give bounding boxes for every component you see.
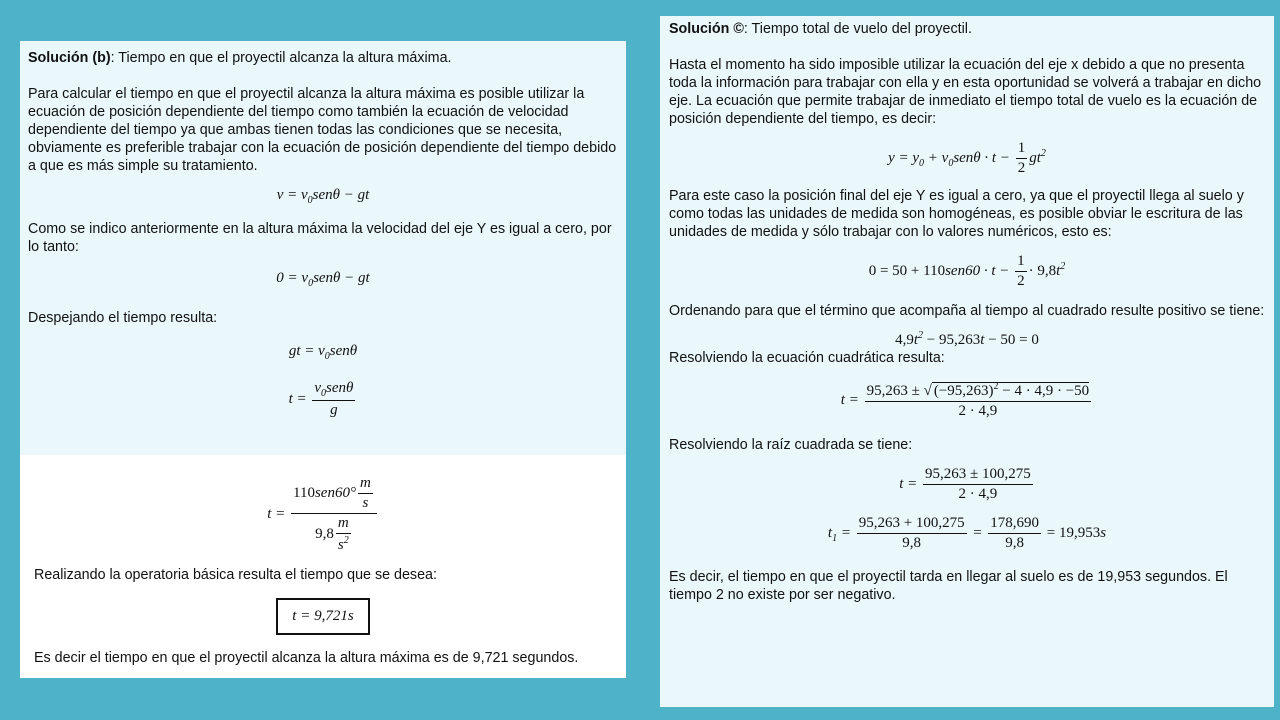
paragraph: Como se indico anteriormente en la altura máxima la velocidad del eje Y es igual a cero, por lo tanto: (28, 221, 612, 255)
result-box: t = 9,721s (276, 598, 369, 635)
equation-velocity-zero: $0 = v_0sen\theta$ − gt (276, 270, 370, 289)
heading-rest: : Tiempo total de vuelo del proyectil. (743, 21, 972, 37)
paragraph: Despejando el tiempo resulta: (28, 310, 218, 326)
paragraph: Es decir, el tiempo en que el proyectil tarda en llegar al suelo es de 19,953 segundos. El tiempo 2 no existe por ser negativo. (669, 569, 1228, 603)
equation-sqrt-solved: t = $\frac{95,263 \pm 100,275}{2 \cdot 4,9}$ (899, 466, 1031, 502)
solution-b-heading (28, 49, 618, 67)
solution-b-panel (20, 41, 626, 455)
paragraph: Resolviendo la raíz cuadrada se tiene: (669, 437, 913, 453)
equation-position-numeric: 0 = 50 + 110sen60 · t − $\frac{1}{2}$ · $9,8t^2$ (868, 253, 1066, 289)
paragraph: Ordenando para que el término que acompaña al tiempo al cuadrado resulte positivo se tiene: (669, 303, 1265, 319)
paragraph: Resolviendo la ecuación cuadrática resulta: (669, 350, 945, 366)
equation-position: $y = y_0 + v_0sen\theta \cdot t$ − $\frac{1}{2}$ $gt^2$ (888, 140, 1046, 176)
solution-c-panel (660, 16, 1274, 707)
heading-rest: : Tiempo en que el proyectil alcanza la altura máxima. (110, 50, 452, 66)
equation-t-fraction: t = $\frac{v_0sen\theta}{g}$ (288, 380, 354, 418)
paragraph: Es decir el tiempo en que el proyectil alcanza la altura máxima es de 9,721 segundos. (34, 650, 579, 666)
equation-velocity: $v = v_0sen\theta$ − gt (276, 187, 370, 206)
paragraph: Realizando la operatoria básica resulta el tiempo que se desea: (34, 567, 437, 583)
heading-bold: Solución (b) (28, 50, 111, 66)
solution-b-continued-panel (20, 455, 626, 678)
equation-quadratic-formula: t = $\frac{95,263 \pm √ (-95,263)^2 - 4 \cdot 4,9 \cdot -50}{2 \cdot 4,9}$ (840, 381, 1090, 419)
paragraph: Para este caso la posición final del eje Y es igual a cero, ya que el proyectil llega al suelo y como todas las unidades de medida son homogéneas, es posible obviar le escritura de las unidades de medida y sólo trabajar con lo valores numéricos, esto es: (669, 188, 1244, 240)
equation-quadratic: $4,9t^2 - 95,263t - 50 = 0$ (895, 330, 1039, 348)
solution-c-heading (669, 20, 1265, 38)
paragraph: Hasta el momento ha sido imposible utilizar la ecuación del eje x debido a que no presenta toda la información para trabajar con ella y en esta oportunidad se volverá a trabajar en dicho eje. La ecuación que permite trabajar de inmediato el tiempo total de vuelo es la ecuación de posición dependiente del tiempo, es decir: (669, 57, 1262, 127)
equation-t1: $t_1$ = $\frac{95,263 + 100,275}{9,8}$ = $\frac{178,690}{9,8}$ = 19,953s (827, 515, 1107, 551)
equation-gt: gt = $v_0sen\theta$ (288, 343, 358, 362)
paragraph: Para calcular el tiempo en que el proyectil alcanza la altura máxima es posible utilizar la ecuación de posición dependiente del tiempo como también la ecuación de velocidad dependiente del tiempo ya que ambas tienen todas las condiciones que se necesita, obviamente es preferible trabajar con la ecuación de posición dependiente del tiempo debido a que es más simple su tratamiento. (28, 86, 617, 174)
equation-t-numeric: t = 110sen60° $\frac{m}{s}$ 9,8 $\frac{m}{s^2}$ (28, 475, 618, 554)
heading-bold: Solución © (669, 21, 744, 37)
